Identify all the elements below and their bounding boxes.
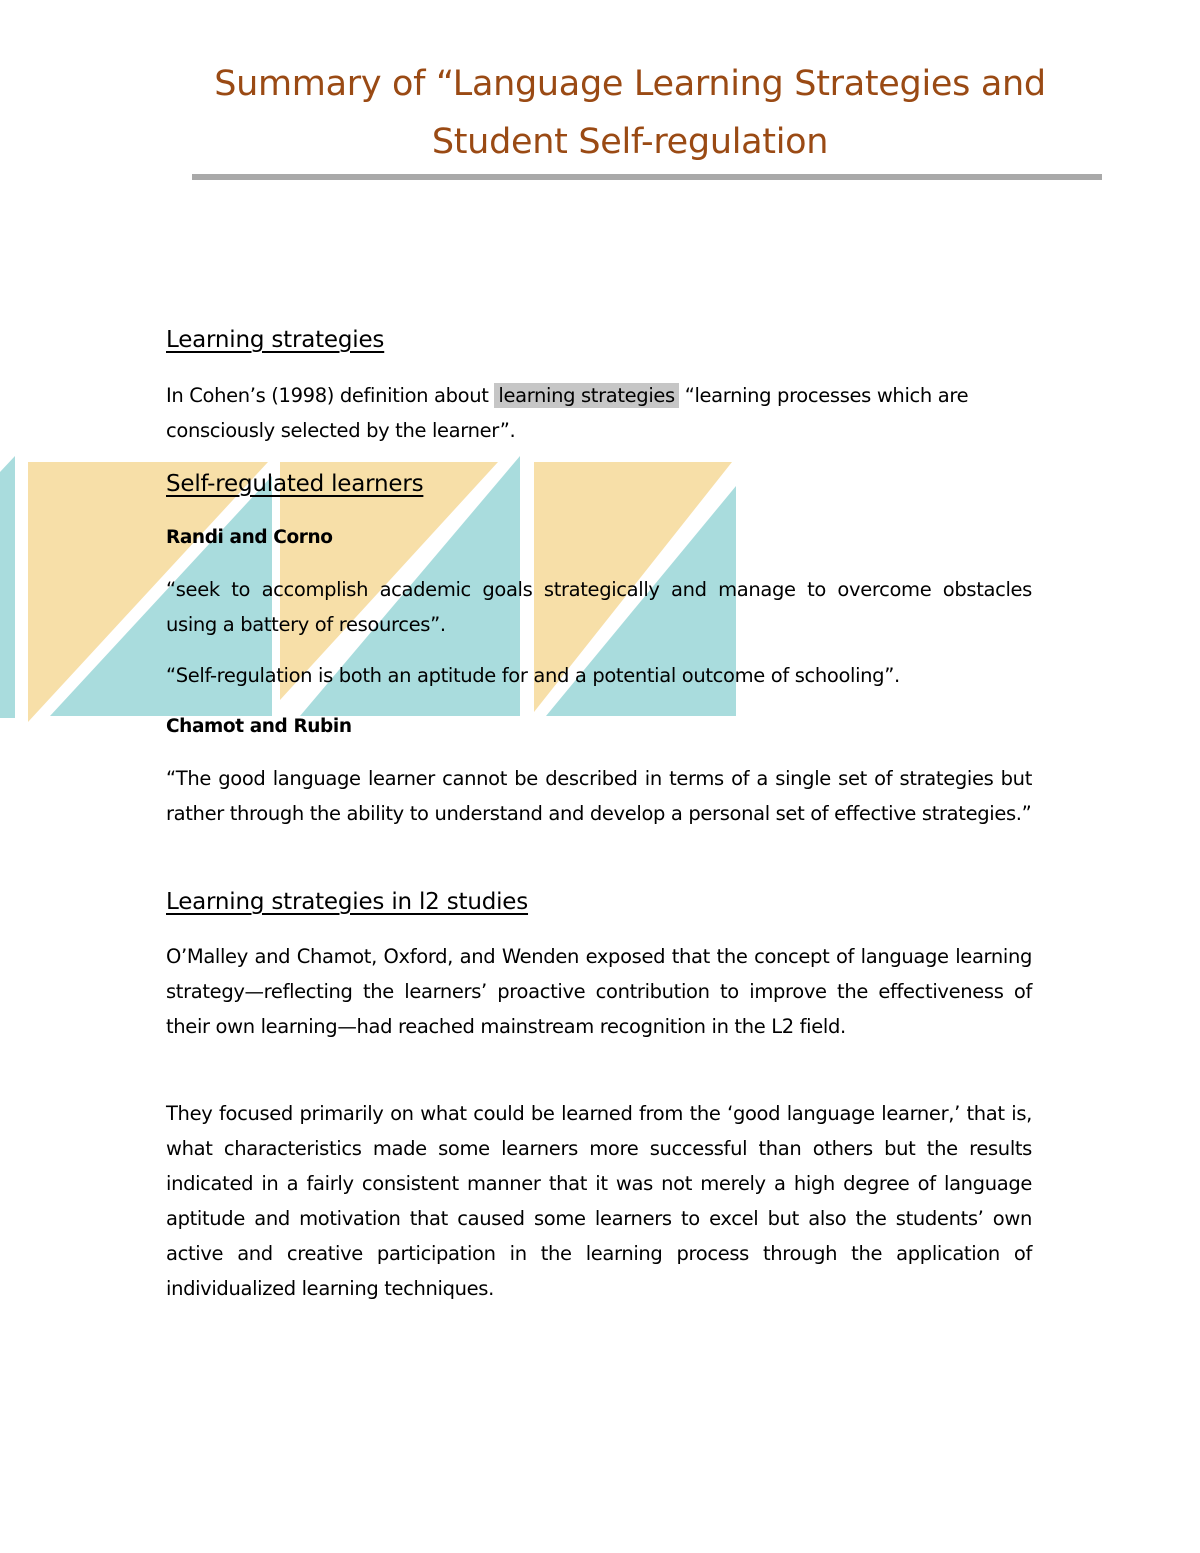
heading-self-regulated-learners: Self-regulated learners (166, 471, 424, 497)
author-randi-corno: Randi and Corno (166, 527, 333, 548)
title-underline-rule (192, 174, 1102, 180)
l2-paragraph-2: They focused primarily on what could be learned from the ‘good language learner,’ that is, what characteristics made some learners more successful than others but the results indicated in a fairly consistent manner that it was not merely a high degree of language aptitude and motivation that caused some learners to excel but also the students’ own active and creative participation in the learning process through the application of individualized learning techniques. (166, 1102, 1032, 1300)
author-chamot-rubin: Chamot and Rubin (166, 716, 352, 737)
quote-chamot-rubin: “The good language learner cannot be described in terms of a single set of strategies but rather through the ability to understand and develop a personal set of effective strategies.” (166, 767, 1032, 825)
document-title (180, 55, 1080, 171)
quote-randi-corno-1: “seek to accomplish academic goals strategically and manage to overcome obstacles using a battery of resources”. (166, 578, 1032, 636)
teal-triangle-left-edge (0, 456, 15, 718)
learning-strategies-paragraph (166, 378, 1032, 448)
heading-l2-studies: Learning strategies in l2 studies (166, 889, 529, 915)
quote-randi-corno-2: “Self-regulation is both an aptitude for and a potential outcome of schooling”. (166, 664, 900, 687)
title-line-2: Student Self-regulation (431, 122, 829, 162)
title-line-1: Summary of “Language Learning Strategies and (214, 64, 1046, 104)
highlighted-term: learning strategies (494, 383, 678, 408)
l2-paragraph-1: O’Malley and Chamot, Oxford, and Wenden exposed that the concept of language learning strategy—reflecting the learners’ proactive contribution to improve the effectiveness of their own learning—had reached mainstream recognition in the L2 field. (166, 945, 1032, 1038)
cohen-text-before: In Cohen’s (1998) definition about (166, 384, 495, 407)
cohen-text-after: “learning processes which are consciously selected by the learner”. (166, 384, 969, 442)
heading-learning-strategies: Learning strategies (166, 327, 385, 353)
